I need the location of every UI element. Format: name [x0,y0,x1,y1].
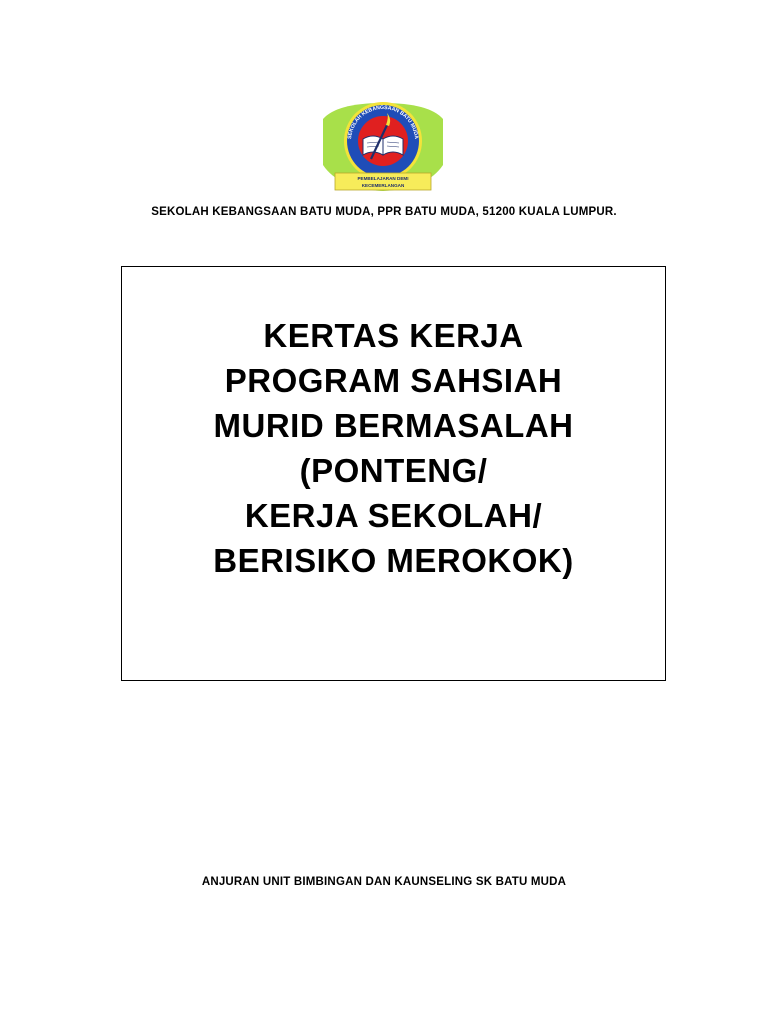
open-book-icon [363,136,403,155]
organizer-line: ANJURAN UNIT BIMBINGAN DAN KAUNSELING SK BATU MUDA [201,876,567,888]
title-line: (PONTENG/ [299,452,488,489]
title-line: MURID BERMASALAH [213,407,574,444]
crest-ribbon [335,173,431,190]
document-title [122,313,665,583]
crest-ring-text: SEKOLAH KEBANGSAAN BATU MUDA [347,104,419,140]
school-address-line: SEKOLAH KEBANGSAAN BATU MUDA, PPR BATU MUDA, 51200 KUALA LUMPUR. [151,206,617,218]
ribbon-text-line-2: KECEMERLANGAN [361,183,405,188]
school-crest-logo [317,101,449,193]
title-line: KERJA SEKOLAH/ [244,497,543,534]
title-line: KERTAS KERJA [263,317,524,354]
ribbon-text-line-1: PEMBELAJARAN DEMI [357,176,409,181]
title-line: PROGRAM SAHSIAH [224,362,563,399]
title-box [121,266,666,681]
title-line: BERISIKO MEROKOK) [213,542,574,579]
